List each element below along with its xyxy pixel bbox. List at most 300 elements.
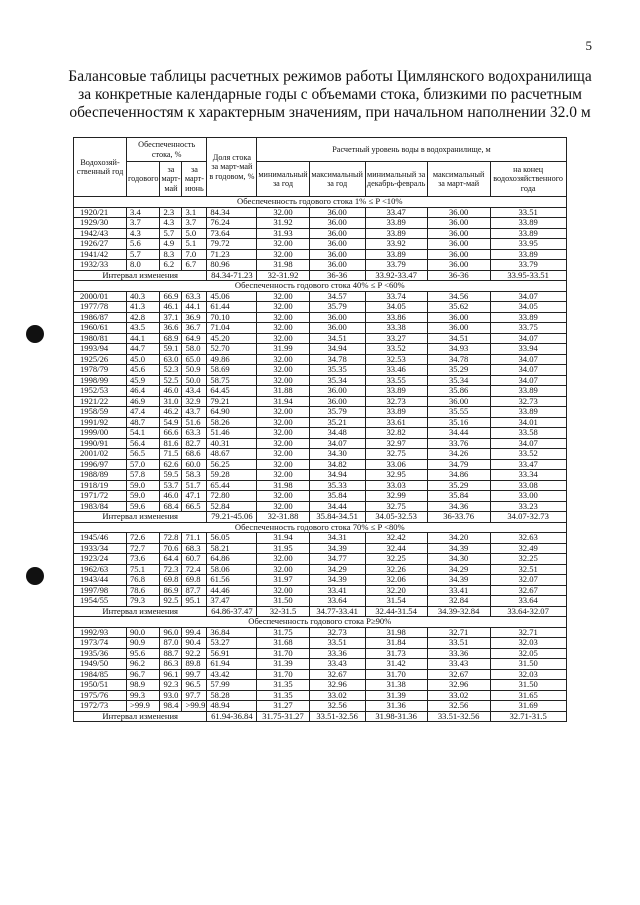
min-year-cell: 31.95 [257, 543, 309, 554]
max-year-cell: 32.96 [309, 680, 365, 691]
share-cell: 43.42 [207, 669, 257, 680]
marmay-supply-cell: 4.9 [160, 239, 182, 250]
marmay-supply-cell: 46.1 [160, 302, 182, 313]
annual-supply-cell: 47.4 [127, 407, 160, 418]
marjun-supply-cell: 95.1 [182, 596, 207, 607]
table-row [74, 690, 567, 701]
end-year-cell: 33.89 [490, 386, 566, 397]
max-year-cell: 34.29 [309, 564, 365, 575]
max-marmay-cell: 35.16 [427, 417, 490, 428]
min-year-header: минимальный за год [257, 162, 309, 197]
marmay-supply-cell: 88.7 [160, 648, 182, 659]
balance-table-wrap [73, 137, 567, 722]
min-decfeb-cell: 33.03 [365, 480, 427, 491]
share-cell: 79.21 [207, 396, 257, 407]
year-cell: 1977/78 [74, 302, 127, 313]
year-cell: 1992/93 [74, 627, 127, 638]
end-year-cell: 34.07 [490, 365, 566, 376]
marjun-supply-cell: 44.1 [182, 302, 207, 313]
section-title: Обеспеченность годового стока P≥90% [74, 617, 567, 628]
end-year-cell: 34.07 [490, 354, 566, 365]
min-decfeb-cell: 32.75 [365, 449, 427, 460]
table-row [74, 375, 567, 386]
year-cell: 1960/61 [74, 323, 127, 334]
table-row [74, 470, 567, 481]
end-year-cell: 31.65 [490, 690, 566, 701]
min-year-cell: 31.93 [257, 228, 309, 239]
annual-supply-cell: >99.9 [127, 701, 160, 712]
range-min-year: 32-31.5 [257, 606, 309, 617]
min-year-cell: 31.94 [257, 396, 309, 407]
year-cell: 1984/85 [74, 669, 127, 680]
min-decfeb-cell: 33.55 [365, 375, 427, 386]
min-year-cell: 32.00 [257, 333, 309, 344]
end-year-cell: 32.05 [490, 648, 566, 659]
share-cell: 65.44 [207, 480, 257, 491]
max-marmay-cell: 32.71 [427, 627, 490, 638]
marmay-supply-cell: 96.1 [160, 669, 182, 680]
annual-supply-cell: 40.3 [127, 291, 160, 302]
marjun-supply-cell: 71.1 [182, 533, 207, 544]
section-title: Обеспеченность годового стока 1% ≤ P <10% [74, 197, 567, 208]
min-decfeb-cell: 33.86 [365, 312, 427, 323]
max-year-header: максимальный за год [309, 162, 365, 197]
range-row [74, 270, 567, 281]
max-marmay-cell: 36.00 [427, 218, 490, 229]
min-year-cell: 31.50 [257, 596, 309, 607]
table-row [74, 449, 567, 460]
max-marmay-cell: 34.30 [427, 554, 490, 565]
max-year-cell: 36.00 [309, 249, 365, 260]
max-year-cell: 35.35 [309, 365, 365, 376]
share-cell: 45.20 [207, 333, 257, 344]
table-row [74, 638, 567, 649]
annual-supply-cell: 44.1 [127, 333, 160, 344]
max-marmay-cell: 35.34 [427, 375, 490, 386]
min-decfeb-cell: 32.75 [365, 501, 427, 512]
min-decfeb-cell: 31.54 [365, 596, 427, 607]
year-cell: 1972/73 [74, 701, 127, 712]
share-cell: 53.27 [207, 638, 257, 649]
max-marmay-cell: 33.36 [427, 648, 490, 659]
year-cell: 1952/53 [74, 386, 127, 397]
annual-supply-cell: 41.3 [127, 302, 160, 313]
end-year-header: на конец водохозяйственного года [490, 162, 566, 197]
end-year-cell: 32.67 [490, 585, 566, 596]
range-max-year: 34.77-33.41 [309, 606, 365, 617]
min-year-cell: 32.00 [257, 491, 309, 502]
max-year-cell: 34.82 [309, 459, 365, 470]
max-marmay-cell: 32.56 [427, 701, 490, 712]
share-cell: 56.25 [207, 459, 257, 470]
annual-supply-cell: 59.6 [127, 501, 160, 512]
year-cell: 1942/43 [74, 228, 127, 239]
max-year-cell: 34.51 [309, 333, 365, 344]
table-body [74, 197, 567, 722]
marjun-supply-cell: 65.0 [182, 354, 207, 365]
table-row [74, 648, 567, 659]
year-cell: 1929/30 [74, 218, 127, 229]
annual-supply-cell: 4.3 [127, 228, 160, 239]
max-marmay-cell: 33.43 [427, 659, 490, 670]
annual-supply-cell: 5.6 [127, 239, 160, 250]
marjun-supply-cell: 66.5 [182, 501, 207, 512]
annual-supply-cell: 42.8 [127, 312, 160, 323]
marmay-supply-cell: 72.8 [160, 533, 182, 544]
marjun-supply-cell: 36.7 [182, 323, 207, 334]
year-cell: 1932/33 [74, 260, 127, 271]
section-header-row [74, 522, 567, 533]
max-marmay-cell: 36.00 [427, 249, 490, 260]
marjun-supply-cell: 99.4 [182, 627, 207, 638]
max-year-cell: 34.39 [309, 575, 365, 586]
marmay-supply-cell: 62.6 [160, 459, 182, 470]
marjun-supply-cell: 96.5 [182, 680, 207, 691]
marmay-supply-cell: 86.9 [160, 585, 182, 596]
table-row [74, 407, 567, 418]
marmay-supply-cell: 59.1 [160, 344, 182, 355]
max-year-cell: 34.48 [309, 428, 365, 439]
share-cell: 71.04 [207, 323, 257, 334]
section-title: Обеспеченность годового стока 40% ≤ P <60% [74, 281, 567, 292]
table-row [74, 438, 567, 449]
year-cell: 2000/01 [74, 291, 127, 302]
annual-supply-cell: 96.7 [127, 669, 160, 680]
share-cell: 40.31 [207, 438, 257, 449]
share-cell: 64.45 [207, 386, 257, 397]
year-cell: 1999/00 [74, 428, 127, 439]
marjun-header: за март-июнь [182, 162, 207, 197]
year-cell: 1986/87 [74, 312, 127, 323]
annual-supply-cell: 79.3 [127, 596, 160, 607]
min-decfeb-cell: 31.73 [365, 648, 427, 659]
max-year-cell: 36.00 [309, 323, 365, 334]
share-cell: 58.06 [207, 564, 257, 575]
min-year-cell: 32.00 [257, 291, 309, 302]
min-year-cell: 31.98 [257, 480, 309, 491]
share-cell: 80.96 [207, 260, 257, 271]
end-year-cell: 32.73 [490, 396, 566, 407]
min-year-cell: 32.00 [257, 428, 309, 439]
range-max-year: 36-36 [309, 270, 365, 281]
year-cell: 1935/36 [74, 648, 127, 659]
marjun-supply-cell: 6.7 [182, 260, 207, 271]
max-year-cell: 33.02 [309, 690, 365, 701]
share-cell: 64.86 [207, 554, 257, 565]
table-row [74, 249, 567, 260]
range-max-year: 35.84-34.51 [309, 512, 365, 523]
marmay-supply-cell: 8.3 [160, 249, 182, 260]
share-cell: 79.72 [207, 239, 257, 250]
table-row [74, 428, 567, 439]
end-year-cell: 33.58 [490, 428, 566, 439]
marjun-supply-cell: 89.8 [182, 659, 207, 670]
marmay-supply-cell: 6.2 [160, 260, 182, 271]
min-decfeb-cell: 33.27 [365, 333, 427, 344]
annual-supply-cell: 98.9 [127, 680, 160, 691]
max-marmay-cell: 32.67 [427, 669, 490, 680]
max-year-cell: 36.00 [309, 396, 365, 407]
year-cell: 1921/22 [74, 396, 127, 407]
range-share: 84.34-71.23 [207, 270, 257, 281]
annual-supply-cell: 90.0 [127, 627, 160, 638]
min-year-cell: 31.70 [257, 669, 309, 680]
section-header-row [74, 617, 567, 628]
share-cell: 61.56 [207, 575, 257, 586]
end-year-cell: 34.07 [490, 291, 566, 302]
max-marmay-cell: 35.29 [427, 480, 490, 491]
min-year-cell: 32.00 [257, 470, 309, 481]
min-decfeb-cell: 32.20 [365, 585, 427, 596]
max-year-cell: 33.43 [309, 659, 365, 670]
min-decfeb-cell: 33.74 [365, 291, 427, 302]
max-marmay-cell: 34.51 [427, 333, 490, 344]
year-cell: 1988/89 [74, 470, 127, 481]
marjun-supply-cell: 50.0 [182, 375, 207, 386]
max-year-cell: 33.36 [309, 648, 365, 659]
annual-supply-cell: 76.8 [127, 575, 160, 586]
table-row [74, 575, 567, 586]
marmay-supply-cell: 52.3 [160, 365, 182, 376]
min-decfeb-cell: 32.73 [365, 396, 427, 407]
share-cell: 84.34 [207, 207, 257, 218]
marmay-supply-cell: 68.4 [160, 501, 182, 512]
share-cell: 52.84 [207, 501, 257, 512]
min-decfeb-cell: 31.36 [365, 701, 427, 712]
share-cell: 44.46 [207, 585, 257, 596]
range-end-year: 32.71-31.5 [490, 711, 566, 722]
annual-supply-cell: 3.7 [127, 218, 160, 229]
min-year-cell: 31.92 [257, 218, 309, 229]
share-cell: 58.75 [207, 375, 257, 386]
end-year-cell: 32.71 [490, 627, 566, 638]
max-marmay-cell: 34.79 [427, 459, 490, 470]
section-header-row [74, 197, 567, 208]
annual-supply-cell: 8.0 [127, 260, 160, 271]
annual-supply-cell: 56.5 [127, 449, 160, 460]
table-row [74, 396, 567, 407]
range-max-year: 33.51-32.56 [309, 711, 365, 722]
min-decfeb-cell: 32.44 [365, 543, 427, 554]
share-cell: 48.94 [207, 701, 257, 712]
range-share: 79.21-45.06 [207, 512, 257, 523]
min-year-cell: 32.00 [257, 407, 309, 418]
min-year-cell: 32.00 [257, 438, 309, 449]
max-marmay-cell: 32.96 [427, 680, 490, 691]
share-cell: 48.67 [207, 449, 257, 460]
end-year-cell: 32.25 [490, 554, 566, 565]
annual-supply-cell: 3.4 [127, 207, 160, 218]
min-decfeb-cell: 31.42 [365, 659, 427, 670]
marmay-supply-cell: 46.2 [160, 407, 182, 418]
share-cell: 56.05 [207, 533, 257, 544]
marmay-supply-cell: 52.5 [160, 375, 182, 386]
share-cell: 70.10 [207, 312, 257, 323]
punch-hole [26, 325, 44, 343]
min-decfeb-cell: 33.89 [365, 228, 427, 239]
min-year-cell: 32.00 [257, 239, 309, 250]
range-max-marmay: 34.39-32.84 [427, 606, 490, 617]
end-year-cell: 33.75 [490, 323, 566, 334]
range-row [74, 711, 567, 722]
end-year-cell: 33.79 [490, 260, 566, 271]
max-year-cell: 36.00 [309, 239, 365, 250]
annual-supply-cell: 78.6 [127, 585, 160, 596]
max-marmay-cell: 34.36 [427, 501, 490, 512]
year-cell: 1991/92 [74, 417, 127, 428]
table-row [74, 365, 567, 376]
min-decfeb-cell: 33.38 [365, 323, 427, 334]
table-row [74, 596, 567, 607]
min-decfeb-cell: 31.84 [365, 638, 427, 649]
max-year-cell: 33.41 [309, 585, 365, 596]
marjun-supply-cell: 99.7 [182, 669, 207, 680]
marjun-supply-cell: 58.3 [182, 470, 207, 481]
marmay-supply-cell: 31.0 [160, 396, 182, 407]
table-row [74, 533, 567, 544]
end-year-cell: 33.47 [490, 459, 566, 470]
min-year-cell: 32.00 [257, 585, 309, 596]
range-row [74, 606, 567, 617]
range-min-year: 32-31.92 [257, 270, 309, 281]
annual-supply-cell: 96.2 [127, 659, 160, 670]
end-year-cell: 33.52 [490, 449, 566, 460]
range-max-marmay: 36-33.76 [427, 512, 490, 523]
marmay-supply-cell: 66.6 [160, 428, 182, 439]
marmay-supply-cell: 92.5 [160, 596, 182, 607]
min-year-cell: 32.00 [257, 249, 309, 260]
min-decfeb-cell: 33.61 [365, 417, 427, 428]
annual-supply-cell: 45.6 [127, 365, 160, 376]
min-decfeb-cell: 32.97 [365, 438, 427, 449]
min-decfeb-cell: 33.92 [365, 239, 427, 250]
end-year-cell: 34.05 [490, 302, 566, 313]
min-year-cell: 31.70 [257, 648, 309, 659]
max-marmay-header: максимальный за март-май [427, 162, 490, 197]
year-cell: 1933/34 [74, 543, 127, 554]
year-cell: 1997/98 [74, 585, 127, 596]
table-row [74, 543, 567, 554]
end-year-cell: 33.64 [490, 596, 566, 607]
marjun-supply-cell: 3.7 [182, 218, 207, 229]
min-year-cell: 31.39 [257, 659, 309, 670]
min-year-cell: 32.00 [257, 375, 309, 386]
marmay-supply-cell: 93.0 [160, 690, 182, 701]
share-cell: 49.86 [207, 354, 257, 365]
max-year-cell: 35.34 [309, 375, 365, 386]
share-cell: 59.28 [207, 470, 257, 481]
min-decfeb-cell: 33.47 [365, 207, 427, 218]
min-decfeb-cell: 32.06 [365, 575, 427, 586]
range-share: 61.94-36.84 [207, 711, 257, 722]
year-cell: 1954/55 [74, 596, 127, 607]
min-decfeb-cell: 32.25 [365, 554, 427, 565]
min-decfeb-cell: 32.99 [365, 491, 427, 502]
marjun-supply-cell: 64.9 [182, 333, 207, 344]
min-year-cell: 32.00 [257, 302, 309, 313]
marmay-supply-cell: 70.6 [160, 543, 182, 554]
annual-supply-cell: 75.1 [127, 564, 160, 575]
annual-supply-cell: 73.6 [127, 554, 160, 565]
end-year-cell: 31.50 [490, 680, 566, 691]
range-end-year: 33.64-32.07 [490, 606, 566, 617]
range-max-marmay: 33.51-32.56 [427, 711, 490, 722]
max-year-cell: 34.94 [309, 470, 365, 481]
marjun-supply-cell: 51.7 [182, 480, 207, 491]
max-marmay-cell: 34.93 [427, 344, 490, 355]
max-year-cell: 34.07 [309, 438, 365, 449]
table-row [74, 627, 567, 638]
end-year-cell: 33.34 [490, 470, 566, 481]
table-row [74, 228, 567, 239]
max-year-cell: 32.56 [309, 701, 365, 712]
end-year-cell: 33.89 [490, 249, 566, 260]
marjun-supply-cell: >99.9 [182, 701, 207, 712]
marmay-supply-cell: 64.4 [160, 554, 182, 565]
min-year-cell: 31.94 [257, 533, 309, 544]
min-year-cell: 32.00 [257, 323, 309, 334]
annual-supply-cell: 57.0 [127, 459, 160, 470]
max-marmay-cell: 36.00 [427, 239, 490, 250]
marjun-supply-cell: 63.3 [182, 291, 207, 302]
min-decfeb-cell: 33.89 [365, 386, 427, 397]
marmay-supply-cell: 46.0 [160, 386, 182, 397]
marmay-supply-cell: 46.0 [160, 491, 182, 502]
range-end-year: 33.95-33.51 [490, 270, 566, 281]
year-cell: 1990/91 [74, 438, 127, 449]
share-cell: 57.99 [207, 680, 257, 691]
section-title: Обеспеченность годового стока 70% ≤ P <80% [74, 522, 567, 533]
max-year-cell: 34.44 [309, 501, 365, 512]
year-cell: 1993/94 [74, 344, 127, 355]
marmay-supply-cell: 2.3 [160, 207, 182, 218]
max-year-cell: 36.00 [309, 207, 365, 218]
marjun-supply-cell: 72.4 [182, 564, 207, 575]
range-label: Интервал изменения [74, 512, 207, 523]
end-year-cell: 32.07 [490, 575, 566, 586]
range-min-decfeb: 34.05-32.53 [365, 512, 427, 523]
table-row [74, 260, 567, 271]
share-cell: 52.70 [207, 344, 257, 355]
max-marmay-cell: 35.84 [427, 491, 490, 502]
marmay-supply-cell: 4.3 [160, 218, 182, 229]
marmay-supply-cell: 98.4 [160, 701, 182, 712]
range-max-marmay: 36-36 [427, 270, 490, 281]
end-year-cell: 32.49 [490, 543, 566, 554]
marjun-supply-cell: 68.6 [182, 449, 207, 460]
max-year-cell: 35.79 [309, 407, 365, 418]
marjun-supply-cell: 60.7 [182, 554, 207, 565]
min-decfeb-cell: 33.89 [365, 407, 427, 418]
year-cell: 1918/19 [74, 480, 127, 491]
max-year-cell: 35.33 [309, 480, 365, 491]
range-row [74, 512, 567, 523]
min-year-cell: 32.00 [257, 207, 309, 218]
year-cell: 1980/81 [74, 333, 127, 344]
year-cell: 2001/02 [74, 449, 127, 460]
max-year-cell: 36.00 [309, 312, 365, 323]
balance-table [73, 137, 567, 722]
year-cell: 1943/44 [74, 575, 127, 586]
min-decfeb-cell: 32.95 [365, 470, 427, 481]
range-min-decfeb: 31.98-31.36 [365, 711, 427, 722]
year-cell: 1926/27 [74, 239, 127, 250]
min-year-cell: 31.99 [257, 344, 309, 355]
marjun-supply-cell: 32.9 [182, 396, 207, 407]
min-year-cell: 32.00 [257, 449, 309, 460]
annual-supply-cell: 99.3 [127, 690, 160, 701]
end-year-cell: 33.89 [490, 312, 566, 323]
